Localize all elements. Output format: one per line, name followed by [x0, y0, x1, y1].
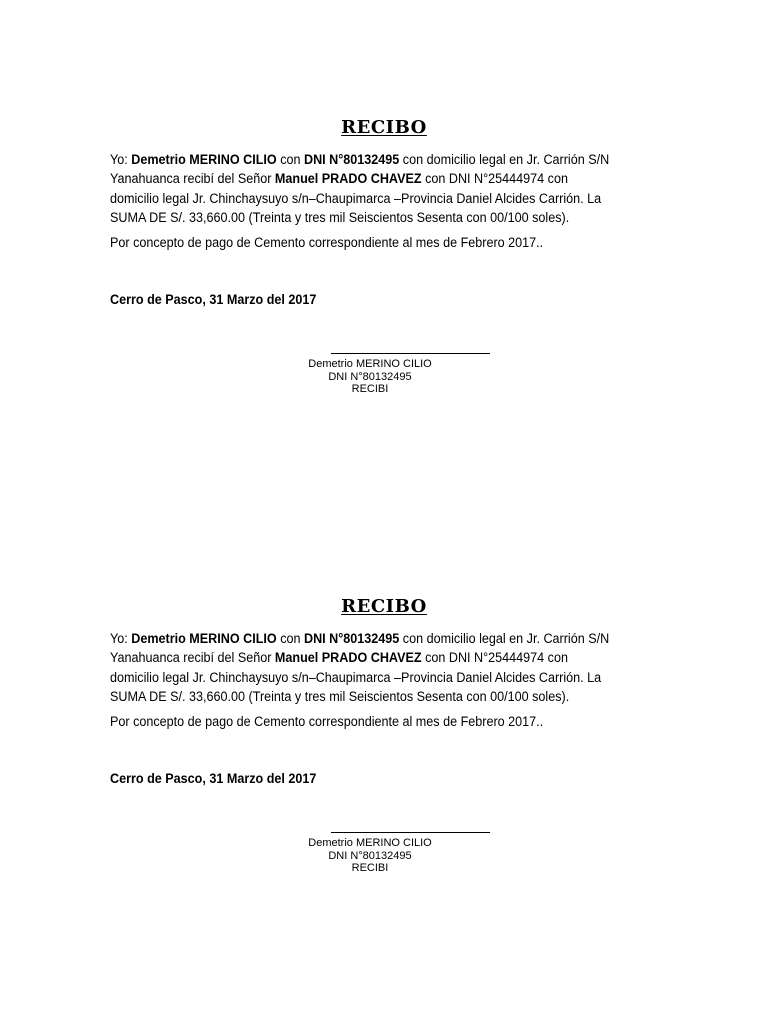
receipt-paragraph-main — [110, 629, 618, 706]
con-text: con — [276, 631, 305, 646]
payee-name: Demetrio MERINO CILIO — [131, 152, 277, 167]
signature-name: Demetrio MERINO CILIO — [308, 837, 432, 849]
address-text: con domicilio legal en Jr. Carrión S/N Yanahuanca recibí del Señor — [110, 631, 610, 666]
place-date: Cerro de Pasco, 31 Marzo del 2017 — [110, 771, 317, 786]
yo-prefix: Yo: — [110, 631, 132, 646]
payee-dni: DNI N°80132495 — [304, 631, 400, 646]
payer-name: Manuel PRADO CHAVEZ — [274, 171, 422, 187]
yo-prefix: Yo: — [110, 152, 132, 167]
address-text: con domicilio legal en Jr. Carrión S/N Yanahuanca recibí del Señor — [110, 152, 610, 187]
receipt-body — [110, 629, 618, 731]
signature-dni: DNI N°80132495 — [328, 370, 412, 383]
signature-role: RECIBI — [351, 383, 389, 395]
signature-name: Demetrio MERINO CILIO — [308, 358, 432, 370]
payer-name: Manuel PRADO CHAVEZ — [274, 650, 422, 666]
signature-block — [280, 358, 460, 396]
amount-text: con DNI N°25444974 con domicilio legal Jr. Chinchaysuyo s/n–Chaupimarca –Provincia Daniel Alcides Carrión. La SUMA DE S/. 33,660.00 (Treinta y tres mil Seiscientos Sesenta con 00/100 soles). — [110, 650, 602, 704]
receipt-paragraph-concept: Por concepto de pago de Cemento correspondiente al mes de Febrero 2017.. — [110, 714, 544, 730]
receipt-title: RECIBO — [341, 117, 427, 138]
receipt-paragraph-main — [110, 150, 618, 227]
con-text: con — [276, 152, 305, 167]
signature-dni: DNI N°80132495 — [328, 849, 412, 862]
signature-line — [331, 832, 490, 833]
signature-block — [280, 837, 460, 875]
amount-text: con DNI N°25444974 con domicilio legal Jr. Chinchaysuyo s/n–Chaupimarca –Provincia Daniel Alcides Carrión. La SUMA DE S/. 33,660.00 (Treinta y tres mil Seiscientos Sesenta con 00/100 soles). — [110, 171, 602, 225]
signature-line — [331, 353, 490, 354]
payee-dni: DNI N°80132495 — [304, 152, 400, 167]
payee-name: Demetrio MERINO CILIO — [131, 631, 277, 646]
receipt-title: RECIBO — [341, 596, 427, 617]
place-date: Cerro de Pasco, 31 Marzo del 2017 — [110, 292, 317, 307]
signature-role: RECIBI — [351, 862, 389, 874]
receipt-paragraph-concept: Por concepto de pago de Cemento correspondiente al mes de Febrero 2017.. — [110, 235, 544, 251]
receipt-body — [110, 150, 618, 252]
